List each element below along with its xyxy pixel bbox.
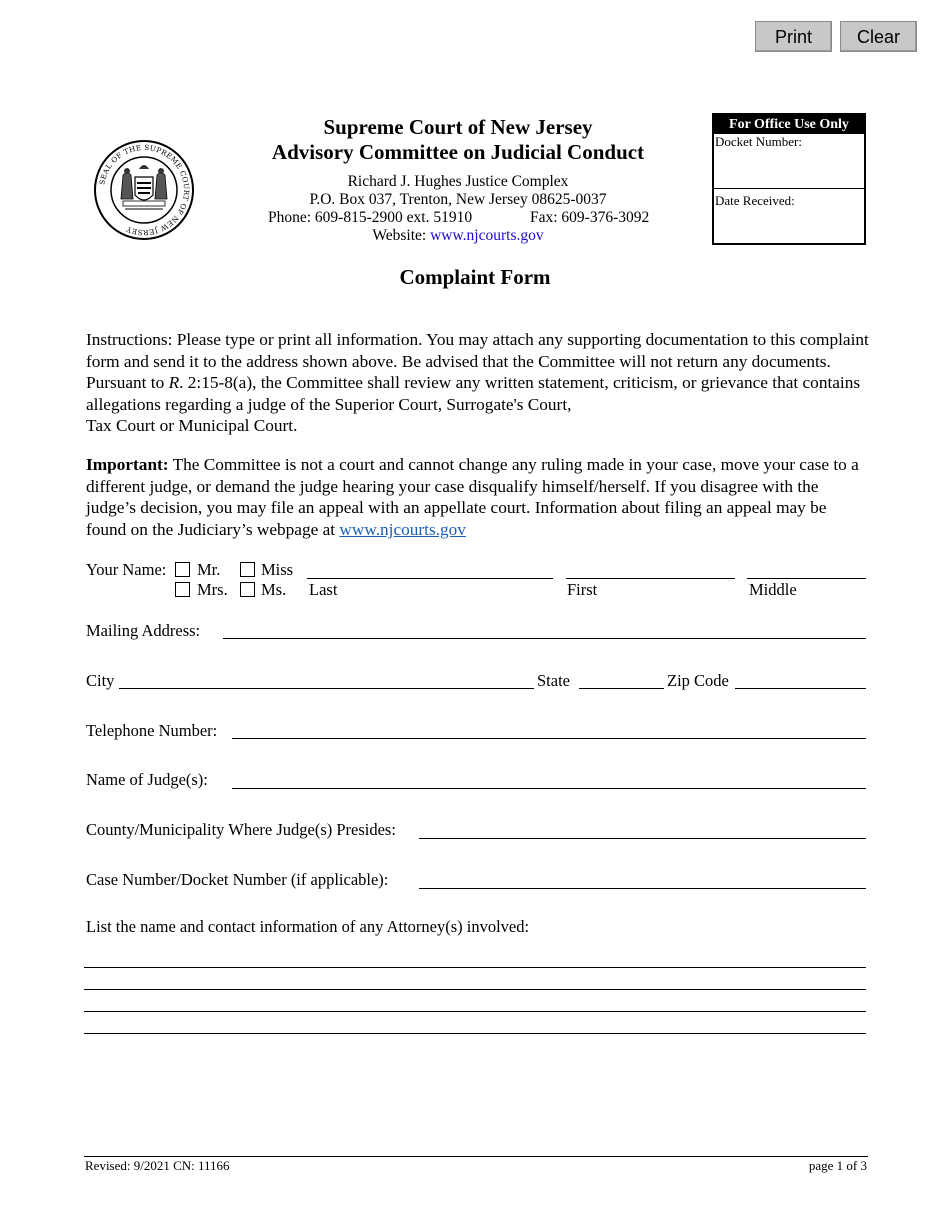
zip-code-label: Zip Code — [667, 671, 729, 690]
office-use-box — [712, 113, 866, 245]
last-name-label: Last — [309, 580, 338, 599]
instructions-text-1: Instructions: Please type or print all information. You may attach any supporting documentation to this complaint form and send it to the address shown above. Be advised that the Committee will not return any documents. Pursuant to — [86, 330, 869, 393]
case-number-field[interactable] — [419, 888, 866, 889]
city-field[interactable] — [119, 688, 534, 689]
miss-label: Miss — [261, 560, 294, 579]
website-link[interactable]: www.njcourts.gov — [430, 227, 544, 244]
mailing-address-label: Mailing Address: — [86, 621, 201, 640]
mrs-label: Mrs. — [197, 580, 228, 599]
mrs-checkbox[interactable] — [175, 582, 190, 597]
zip-code-field[interactable] — [735, 688, 866, 689]
print-button[interactable]: Print — [755, 21, 832, 52]
telephone-field[interactable] — [232, 738, 866, 739]
date-received-label: Date Received: — [715, 193, 795, 208]
your-name-label: Your Name: — [86, 560, 167, 579]
ms-label: Ms. — [261, 580, 287, 599]
address-line-2: P.O. Box 037, Trenton, New Jersey 08625-0037 — [309, 191, 607, 208]
form-title: Complaint Form — [399, 265, 551, 289]
first-name-field[interactable] — [566, 578, 735, 579]
last-name-field[interactable] — [307, 578, 553, 579]
rule-letter: R — [168, 373, 180, 393]
case-number-label: Case Number/Docket Number (if applicable): — [86, 870, 389, 889]
page-number: page 1 of 3 — [808, 1158, 867, 1173]
important-label: Important: — [86, 455, 169, 474]
mr-checkbox[interactable] — [175, 562, 190, 577]
judiciary-webpage-link[interactable]: www.njcourts.gov — [339, 519, 466, 539]
state-label: State — [537, 671, 570, 690]
footer-divider — [84, 1156, 868, 1157]
state-field[interactable] — [579, 688, 664, 689]
instructions-text-2: . 2:15-8(a), the Committee shall review any written statement, criticism, or grievance that contains allegations regarding a judge of the Superior Court, Surrogate's Court, — [86, 373, 861, 414]
attorney-field-line-1[interactable] — [84, 967, 866, 968]
office-use-heading: For Office Use Only — [714, 115, 864, 134]
first-name-label: First — [567, 580, 598, 599]
county-field[interactable] — [419, 838, 866, 839]
committee-name: Advisory Committee on Judicial Conduct — [271, 140, 645, 164]
website-line — [224, 227, 692, 245]
fax-number: Fax: 609-376-3092 — [530, 209, 650, 226]
mr-label: Mr. — [197, 560, 221, 579]
clear-button[interactable]: Clear — [840, 21, 917, 52]
ms-checkbox[interactable] — [240, 582, 255, 597]
mailing-address-field[interactable] — [223, 638, 866, 639]
svg-text:SEAL OF THE SUPREME COURT OF N: SEAL OF THE SUPREME COURT OF NEW JERSEY — [97, 142, 192, 238]
attorney-label: List the name and contact information of any Attorney(s) involved: — [86, 917, 530, 936]
address-line-1: Richard J. Hughes Justice Complex — [347, 173, 569, 190]
telephone-label: Telephone Number: — [86, 721, 218, 740]
instructions-text-3: Tax Court or Municipal Court. — [86, 416, 298, 436]
attorney-field-line-3[interactable] — [84, 1011, 866, 1012]
county-label: County/Municipality Where Judge(s) Presides: — [86, 820, 396, 839]
docket-number-label: Docket Number: — [715, 134, 803, 149]
judge-name-label: Name of Judge(s): — [86, 770, 208, 789]
court-name: Supreme Court of New Jersey — [323, 115, 593, 139]
city-label: City — [86, 671, 115, 690]
important-text: The Committee is not a court and cannot change any ruling made in your case, move your case to a different judge, or demand the judge hearing your case disqualify himself/herself. If you disagree with the judge’s decision, you may file an appeal with an appellate court. Information about filing an appeal may be found on the Judiciary’s webpage at — [86, 455, 859, 539]
important-paragraph — [86, 454, 871, 540]
instructions-paragraph — [86, 329, 871, 437]
middle-name-field[interactable] — [747, 578, 866, 579]
miss-checkbox[interactable] — [240, 562, 255, 577]
attorney-field-line-4[interactable] — [84, 1033, 866, 1034]
judge-name-field[interactable] — [232, 788, 866, 789]
phone-number: Phone: 609-815-2900 ext. 51910 — [268, 209, 473, 226]
court-seal-image — [93, 139, 195, 241]
attorney-field-line-2[interactable] — [84, 989, 866, 990]
middle-name-label: Middle — [749, 580, 797, 599]
website-label: Website: — [372, 227, 427, 244]
office-box-divider — [714, 188, 864, 189]
revision-info: Revised: 9/2021 CN: 11166 — [85, 1158, 230, 1173]
